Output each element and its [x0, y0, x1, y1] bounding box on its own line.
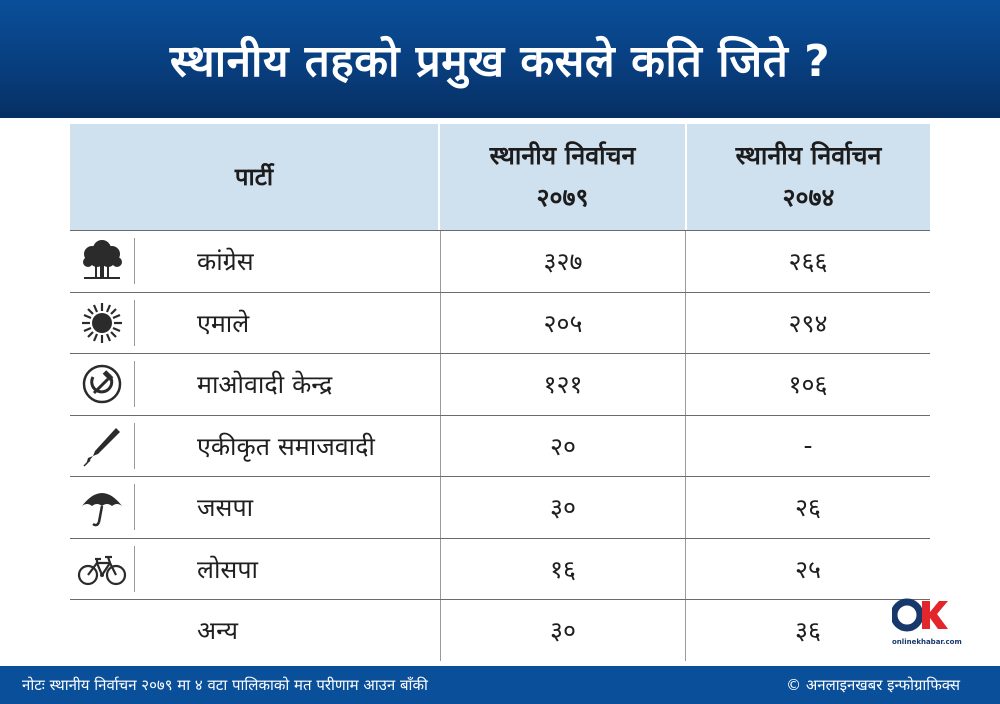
- logo-subtext: onlinekhabar.com: [892, 638, 962, 646]
- ok-logo-mark: [892, 598, 948, 632]
- table-row: [70, 353, 930, 415]
- value-2079: ३०: [440, 600, 685, 661]
- onlinekhabar-logo: [892, 598, 962, 646]
- empty-icon-cell: [70, 600, 134, 661]
- table-row: [70, 415, 930, 477]
- column-header-2079-line1: स्थानीय निर्वाचन: [489, 141, 636, 170]
- tree-icon: [70, 231, 134, 292]
- party-name: अन्य: [197, 616, 238, 646]
- value-2074: २५: [685, 539, 930, 600]
- column-header-2074: [685, 124, 930, 230]
- bicycle-icon: [70, 539, 134, 600]
- value-2074: ३६: [685, 600, 930, 661]
- footer-bar: [0, 666, 1000, 704]
- value-2079: २०: [440, 416, 685, 477]
- footer-note: नोटः स्थानीय निर्वाचन २०७९ मा ४ वटा पालिकाको मत परीणाम आउन बाँकी: [22, 676, 428, 694]
- value-2079: २०५: [440, 293, 685, 354]
- umbrella-icon: [70, 477, 134, 538]
- value-2079: ३०: [440, 477, 685, 538]
- party-name: एकीकृत समाजवादी: [197, 431, 375, 461]
- value-2074: १०६: [685, 354, 930, 415]
- value-2074: -: [685, 416, 930, 477]
- table-row: [70, 476, 930, 538]
- column-header-2074-line1: स्थानीय निर्वाचन: [735, 141, 882, 170]
- party-name: एमाले: [197, 308, 250, 338]
- value-2079: ३२७: [440, 231, 685, 292]
- footer-credit: © अनलाइनखबर इन्फोग्राफिक्स: [786, 676, 960, 694]
- value-2074: २६: [685, 477, 930, 538]
- column-header-2079: [440, 124, 685, 230]
- table-row: [70, 538, 930, 600]
- party-name: कांग्रेस: [197, 247, 254, 277]
- sun-icon: [70, 293, 134, 354]
- page-title: स्थानीय तहको प्रमुख कसले कति जिते ?: [169, 36, 831, 87]
- pen-icon: [70, 416, 134, 477]
- value-2079: १६: [440, 539, 685, 600]
- results-table: [70, 124, 930, 661]
- table-row: [70, 230, 930, 292]
- table-row: [70, 599, 930, 661]
- header-banner: [0, 0, 1000, 118]
- table-header: [70, 124, 930, 230]
- column-header-2079-line2: २०७९: [536, 183, 589, 212]
- column-header-2074-line2: २०७४: [782, 183, 835, 212]
- value-2074: २६६: [685, 231, 930, 292]
- party-name: लोसपा: [197, 554, 259, 584]
- column-header-party: पार्टी: [70, 124, 440, 230]
- hammer-sickle-icon: [70, 354, 134, 415]
- table-row: [70, 292, 930, 354]
- party-name: माओवादी केन्द्र: [197, 370, 333, 400]
- party-name: जसपा: [197, 493, 254, 523]
- value-2079: १२१: [440, 354, 685, 415]
- value-2074: २९४: [685, 293, 930, 354]
